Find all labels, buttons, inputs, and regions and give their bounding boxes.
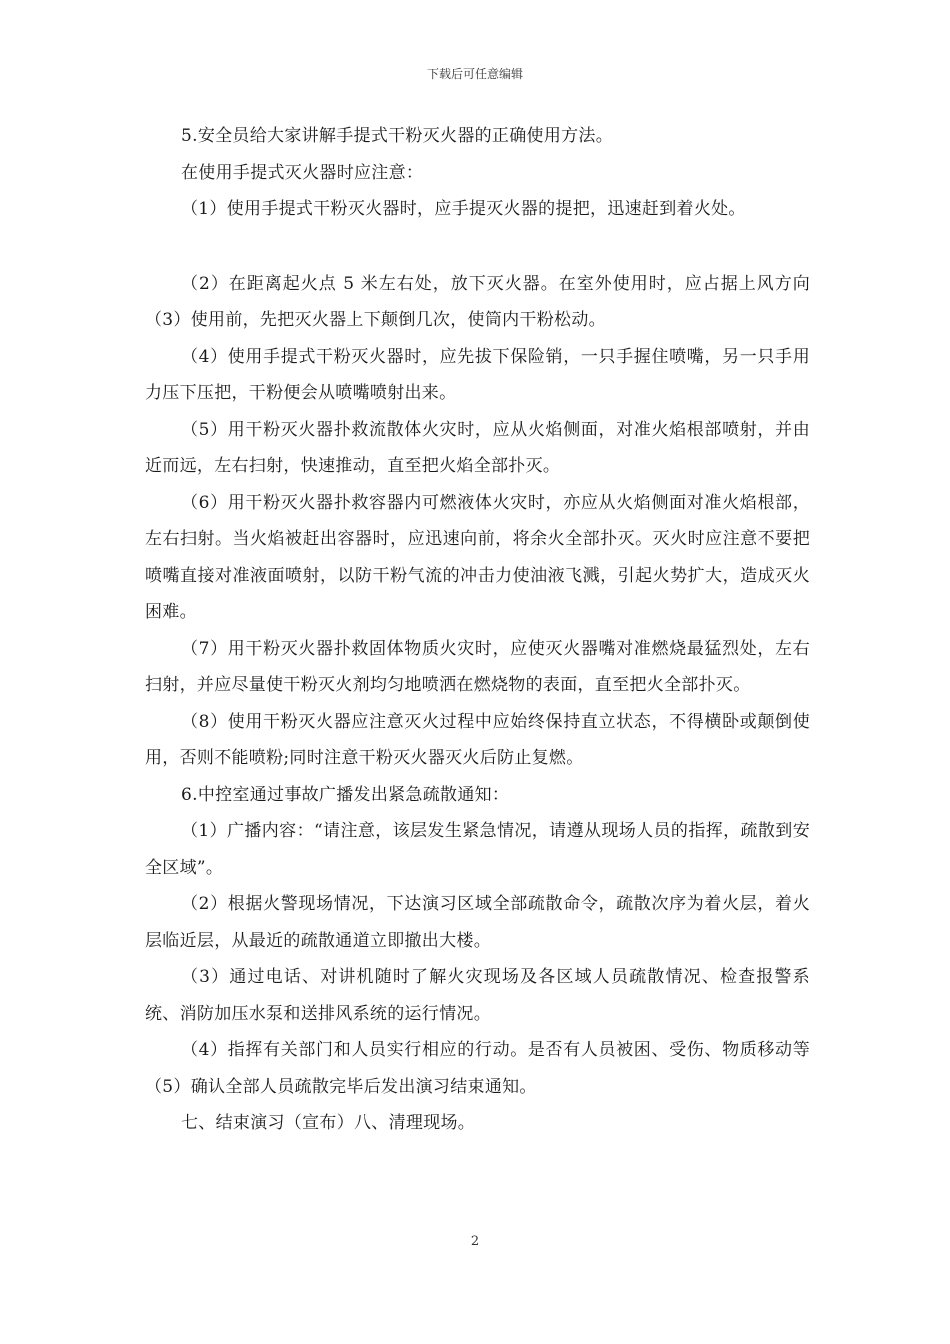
paragraph-step-5: （5）用干粉灭火器扑救流散体火灾时，应从火焰侧面，对准火焰根部喷射，并由近而远，左右扫射，快速推动，直至把火焰全部扑灭。 (145, 419, 810, 476)
paragraph-step-4: （4）使用手提式干粉灭火器时，应先拔下保险销，一只手握住喷嘴，另一只手用力压下压把，干粉便会从喷嘴喷射出来。 (145, 346, 810, 403)
paragraph-broadcast-2: （2）根据火警现场情况，下达演习区域全部疏散命令，疏散次序为着火层，着火层临近层，从最近的疏散通道立即撤出大楼。 (145, 894, 810, 951)
paragraph-notice: 在使用手提式灭火器时应注意： (181, 162, 424, 183)
paragraph-step-6: （6）用干粉灭火器扑救容器内可燃液体火灾时，亦应从火焰侧面对准火焰根部，左右扫射。当火焰被赶出容器时，应迅速向前，将余火全部扑灭。灭火时应注意不要把喷嘴直接对准液面喷射，以防干粉气流的冲击力使油液飞溅，引起火势扩大，造成灭火困难。 (145, 492, 810, 622)
paragraph-broadcast-3: （3）通过电话、对讲机随时了解火灾现场及各区域人员疏散情况、检查报警系统、消防加压水泵和送排风系统的运行情况。 (145, 967, 810, 1024)
paragraph-closing: 七、结束演习（宣布）八、清理现场。 (181, 1113, 476, 1133)
paragraph-intro-6: 6.中控室通过事故广播发出紧急疏散通知： (181, 784, 510, 805)
page-number: 2 (470, 1234, 480, 1249)
paragraph-step-1: （1）使用手提式干粉灭火器时，应手提灭火器的提把，迅速赶到着火处。 (181, 199, 746, 219)
paragraph-broadcast-1: （1）广播内容：“请注意，该层发生紧急情况，请遵从现场人员的指挥，疏散到安全区域”。 (145, 821, 810, 878)
paragraph-step-2-3: （2）在距离起火点 5 米左右处，放下灭火器。在室外使用时，应占据上风方向（3）使用前，先把灭火器上下颠倒几次，使筒内干粉松动。 (145, 273, 810, 330)
page-header: 下载后可任意编辑 (426, 67, 523, 81)
paragraph-step-8: （8）使用干粉灭火器应注意灭火过程中应始终保持直立状态，不得横卧或颠倒使用，否则不能喷粉;同时注意干粉灭火器灭火后防止复燃。 (145, 711, 810, 768)
paragraph-step-7: （7）用干粉灭火器扑救固体物质火灾时，应使灭火器嘴对准燃烧最猛烈处，左右扫射，并应尽量使干粉灭火剂均匀地喷洒在燃烧物的表面，直至把火全部扑灭。 (145, 638, 810, 695)
document-body (145, 118, 810, 1142)
paragraph-broadcast-4-5: （4）指挥有关部门和人员实行相应的行动。是否有人员被困、受伤、物质移动等（5）确认全部人员疏散完毕后发出演习结束通知。 (145, 1040, 810, 1097)
paragraph-gap (145, 228, 810, 266)
paragraph-intro-5: 5.安全员给大家讲解手提式干粉灭火器的正确使用方法。 (181, 126, 614, 146)
